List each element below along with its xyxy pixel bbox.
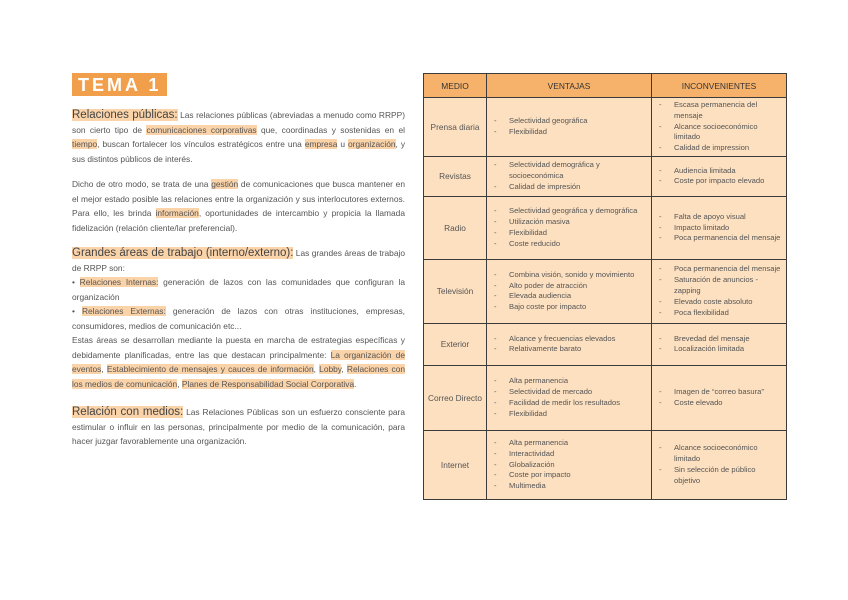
list-item: - Brevedad del mensaje [656, 334, 782, 345]
list-item: - Imagen de “correo basura” [656, 387, 782, 398]
ventajas-list [491, 376, 647, 419]
header-inconvenientes: INCONVENIENTES [651, 74, 786, 98]
list-item: - Coste por impacto [491, 470, 647, 481]
ventajas-cell [487, 196, 652, 259]
ventajas-cell [487, 323, 652, 365]
ventajas-list [491, 438, 647, 492]
highlight-gestion: gestión [211, 179, 239, 189]
bullet-icon: • [72, 306, 82, 316]
list-item: - Impacto limitado [656, 223, 782, 234]
list-item: - Audiencia limitada [656, 166, 782, 177]
inconvenientes-list [656, 100, 782, 154]
highlight-empresa: empresa [304, 139, 338, 149]
medio-cell: Prensa diaria [424, 98, 487, 157]
ventajas-list [491, 270, 647, 313]
ventajas-cell [487, 98, 652, 157]
list-item: - Sin selección de público objetivo [656, 465, 782, 487]
inconvenientes-list [656, 212, 782, 244]
left-column [72, 108, 405, 449]
inconvenientes-list [656, 387, 782, 409]
relaciones-externas-text: generación de lazos con otras instituciones, empresas, consumidores, medios de comunicación etc... [72, 306, 406, 331]
table-row [424, 98, 787, 157]
dicho-paragraph [72, 177, 405, 235]
highlight-tiempo: tiempo [72, 139, 98, 149]
list-item: - Coste elevado [656, 398, 782, 409]
list-item: - Alcance socioeconómico limitado [656, 122, 782, 144]
areas-intro [72, 246, 405, 275]
list-item: - Coste por impacto elevado [656, 176, 782, 187]
inconvenientes-cell [651, 365, 786, 430]
ventajas-list [491, 334, 647, 356]
ventajas-cell [487, 259, 652, 323]
table-row [424, 196, 787, 259]
estrategias-text: Estas áreas se desarrollan mediante la puesta en marcha de estrategias específicas y debidamente planificadas, entre las que destacan principalmente: [72, 335, 405, 360]
inconvenientes-cell [651, 259, 786, 323]
inconvenientes-cell [651, 156, 786, 196]
medio-cell: Revistas [424, 156, 487, 196]
ventajas-cell [487, 156, 652, 196]
list-item: - Falta de apoyo visual [656, 212, 782, 223]
list-item: - Alcance socioeconómico limitado [656, 443, 782, 465]
list-item: - Selectividad de mercado [491, 387, 647, 398]
areas-intro-text: Las grandes áreas de trabajo de RRPP son: [72, 248, 405, 273]
dicho-text: Dicho de otro modo, se trata de una [72, 179, 212, 189]
relaciones-heading: Relaciones públicas: [72, 109, 178, 121]
list-item: - Multimedia [491, 481, 647, 492]
relaciones-paragraph [72, 108, 405, 166]
list-item: - Flexibilidad [491, 409, 647, 420]
ventajas-list [491, 206, 647, 249]
list-item: - Alcance y frecuencias elevados [491, 334, 647, 345]
list-item: - Poca permanencia del mensaje [656, 264, 782, 275]
relaciones-text: u [337, 139, 349, 149]
list-item: - Alta permanencia [491, 438, 647, 449]
list-item: - Interactividad [491, 449, 647, 460]
areas-heading: Grandes áreas de trabajo (interno/externo): [72, 247, 294, 259]
list-item: - Relativamente barato [491, 344, 647, 355]
header-medio: MEDIO [424, 74, 487, 98]
list-item: - Poca permanencia del mensaje [656, 233, 782, 244]
highlight-organizacion: organización [348, 139, 396, 149]
list-item: - Calidad de impression [656, 143, 782, 154]
list-item: - Localización limitada [656, 344, 782, 355]
list-item: - Alta permanencia [491, 376, 647, 387]
relaciones-internas-text: generación de lazos con las comunidades que configuran la organización [72, 277, 405, 302]
medio-cell: Correo Directo [424, 365, 487, 430]
ventajas-list [491, 116, 647, 138]
table-header-row [424, 74, 787, 98]
list-item: - Selectividad demográfica y socioeconómica [491, 160, 647, 182]
table-row [424, 259, 787, 323]
page-title: TEMA 1 [72, 73, 167, 96]
list-item: - Selectividad geográfica y demográfica [491, 206, 647, 217]
highlight-informacion: información [155, 208, 199, 218]
table-row [424, 430, 787, 499]
medios-paragraph [72, 405, 405, 449]
relaciones-internas-label: Relaciones Internas: [79, 277, 159, 287]
list-item: - Escasa permanencia del mensaje [656, 100, 782, 122]
list-item: - Saturación de anuncios - zapping [656, 275, 782, 297]
table-row [424, 365, 787, 430]
bullet-icon: • [72, 277, 80, 287]
inconvenientes-cell [651, 323, 786, 365]
relaciones-text: que, coordinadas y sostenidas en el [256, 124, 406, 135]
ventajas-cell [487, 365, 652, 430]
list-item: - Coste reducido [491, 239, 647, 250]
list-item: - Alto poder de atracción [491, 281, 647, 292]
highlight-lobby: Lobby [319, 364, 342, 374]
inconvenientes-cell [651, 196, 786, 259]
list-item: - Elevada audiencia [491, 291, 647, 302]
highlight-rsc: Planes de Responsabilidad Social Corporativa [181, 378, 355, 389]
dicho-text: , oportunidades de intercambio y propicia la llamada fidelización (relación cliente/lar preferencial). [72, 208, 405, 233]
table-row [424, 156, 787, 196]
list-item: - Combina visión, sonido y movimiento [491, 270, 647, 281]
estrategias-paragraph: Estas áreas se desarrollan mediante la puesta en marcha de estrategias específicas y debidamente planificadas, entre las que destacan principalmente: La organización de eventos, Establecimiento de mensajes y cauces de información, Lobby, Relaciones con los medios de comunicación, Planes de Responsabilidad Social Corporativa. [72, 335, 406, 389]
medios-heading: Relación con medios: [72, 406, 184, 418]
highlight-comunicaciones: comunicaciones corporativas [146, 124, 257, 135]
media-table [423, 73, 787, 500]
list-item: - Facilidad de medir los resultados [491, 398, 647, 409]
inconvenientes-list [656, 334, 782, 356]
relaciones-externas-label: Relaciones Externas: [81, 306, 166, 316]
medio-cell: Exterior [424, 323, 487, 365]
inconvenientes-list [656, 166, 782, 188]
relaciones-text: Las relaciones públicas (abreviadas a menudo como RRPP) son cierto tipo de [72, 110, 405, 135]
medios-text: Las Relaciones Públicas son un esfuerzo consciente para estimular o influir en las personas, principalmente por medio de la comunicación, para hacer juzgar favorablemente una organización. [72, 407, 405, 446]
highlight-eventos: La organización de eventos [72, 349, 405, 374]
relaciones-text: , buscan fortalecer los vínculos estratégicos entre una [97, 139, 305, 149]
list-item: - Poca flexibilidad [656, 308, 782, 319]
highlight-medios: Relaciones con los medios de comunicación [72, 364, 406, 389]
table-row [424, 323, 787, 365]
list-item: - Globalización [491, 460, 647, 471]
list-item: - Utilización masiva [491, 217, 647, 228]
inconvenientes-cell [651, 98, 786, 157]
list-item: - Flexibilidad [491, 228, 647, 239]
ventajas-cell [487, 430, 652, 499]
list-item: - Elevado coste absoluto [656, 297, 782, 308]
dicho-text: de comunicaciones que busca mantener en el mejor estado posible las relaciones entre la organización y sus interlocutores externos. Para ello, les brinda [72, 179, 405, 218]
inconvenientes-list [656, 443, 782, 486]
medio-cell: Televisión [424, 259, 487, 323]
list-item: - Calidad de impresión [491, 182, 647, 193]
list-item: - Bajo coste por impacto [491, 302, 647, 313]
medio-cell: Internet [424, 430, 487, 499]
bullet-relaciones-internas [72, 275, 405, 304]
inconvenientes-cell [651, 430, 786, 499]
list-item: - Selectividad geográfica [491, 116, 647, 127]
inconvenientes-list [656, 264, 782, 318]
highlight-mensajes: Establecimiento de mensajes y cauces de información [106, 364, 314, 374]
ventajas-list [491, 160, 647, 192]
relaciones-text: , y sus distintos públicos de interés. [72, 139, 406, 164]
medio-cell: Radio [424, 196, 487, 259]
header-ventajas: VENTAJAS [487, 74, 652, 98]
bullet-relaciones-externas [72, 304, 405, 333]
list-item: - Flexibilidad [491, 127, 647, 138]
